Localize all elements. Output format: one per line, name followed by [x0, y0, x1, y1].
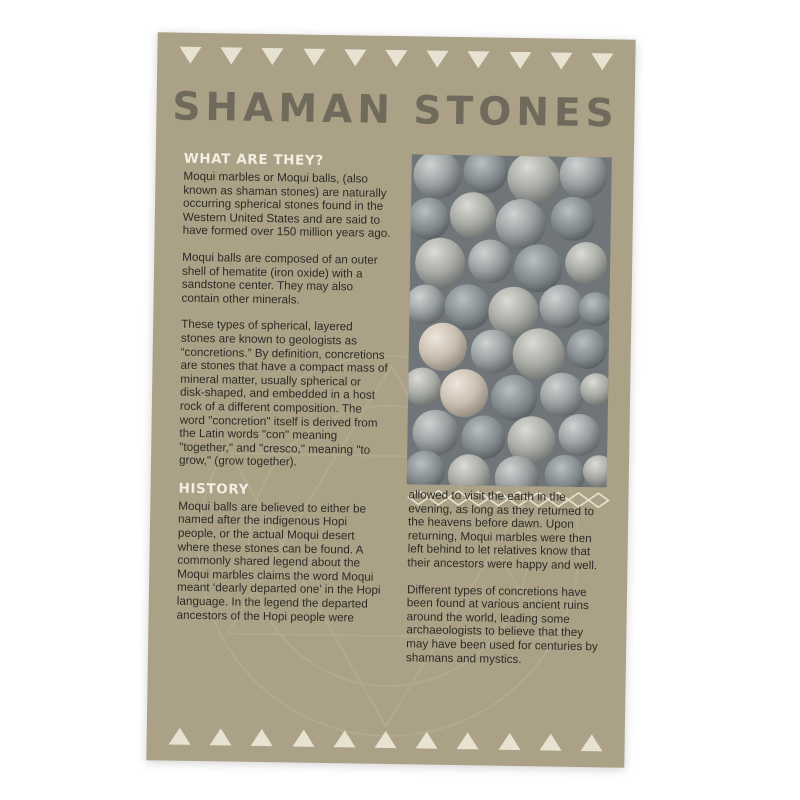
page-title: SHAMAN STONES	[172, 84, 620, 137]
triangle-icon	[220, 47, 242, 64]
triangle-icon	[292, 729, 314, 746]
triangle-icon	[591, 53, 613, 70]
triangle-icon	[416, 731, 438, 748]
triangle-icon	[550, 52, 572, 69]
right-column	[406, 488, 609, 667]
triangle-icon	[303, 49, 325, 66]
triangle-icon	[509, 52, 531, 69]
bottom-ornament-band	[147, 722, 625, 752]
triangle-icon	[385, 50, 407, 67]
paragraph: Different types of concretions have been found at various ancient ruins around the world, leading some archaeologists to believe that they may have been used for centuries by shamans and mystics.	[405, 582, 598, 666]
paragraph: Moqui balls are believed to either be named after the indigenous Hopi people, or the actual Moqui desert where these stones can be found. A commonly shared legend about the Moqui marbles claims the word Moqui meant ‘dearly departed one’ in the Hopi language. In the legend the departed ancestors of the Hopi people were	[176, 499, 381, 625]
triangle-icon	[333, 730, 355, 747]
triangle-icon	[580, 734, 602, 751]
triangle-icon	[498, 733, 520, 750]
triangle-icon	[179, 47, 201, 64]
stones-photo	[407, 154, 612, 487]
triangle-icon	[457, 732, 479, 749]
triangle-icon	[539, 733, 561, 750]
triangle-icon	[468, 51, 490, 68]
section-heading-what-are-they: WHAT ARE THEY?	[183, 150, 324, 169]
triangle-icon	[344, 49, 366, 66]
triangle-icon	[210, 728, 232, 745]
triangle-icon	[374, 731, 396, 748]
triangle-icon	[251, 729, 273, 746]
paragraph: These types of spherical, layered stones are known to geologists as “concretions.” By definition, concretions are stones that have a compact mass of mineral matter, usually spherical or disk-shaped, and embedded in a host rock of a different composition. The word "concretion" itself is derived from the Latin words "con" meaning "together," and "cresco," meaning "to grow," (grow together).	[178, 318, 388, 469]
triangle-icon	[426, 51, 448, 68]
triangle-icon	[262, 48, 284, 65]
info-card	[146, 32, 635, 767]
left-column	[176, 151, 391, 625]
paragraph: Moqui marbles or Moqui balls, (also known as shaman stones) are naturally occurring spherical stones found in the Western United States and are said to have formed over 150 million years ago.	[182, 169, 391, 241]
section-heading-history: HISTORY	[178, 480, 250, 498]
triangle-icon	[169, 728, 191, 745]
paragraph: Moqui balls are composed of an outer shell of hematite (iron oxide) with a sandstone center. They may also contain other minerals.	[181, 250, 378, 307]
top-ornament-band	[157, 46, 635, 76]
paragraph: allowed to visit the earth in the evening, as long as they returned to the heavens before dawn. Upon returning, Moqui marbles were then left behind to let relatives know that their ancestors were happy and well.	[407, 488, 598, 573]
